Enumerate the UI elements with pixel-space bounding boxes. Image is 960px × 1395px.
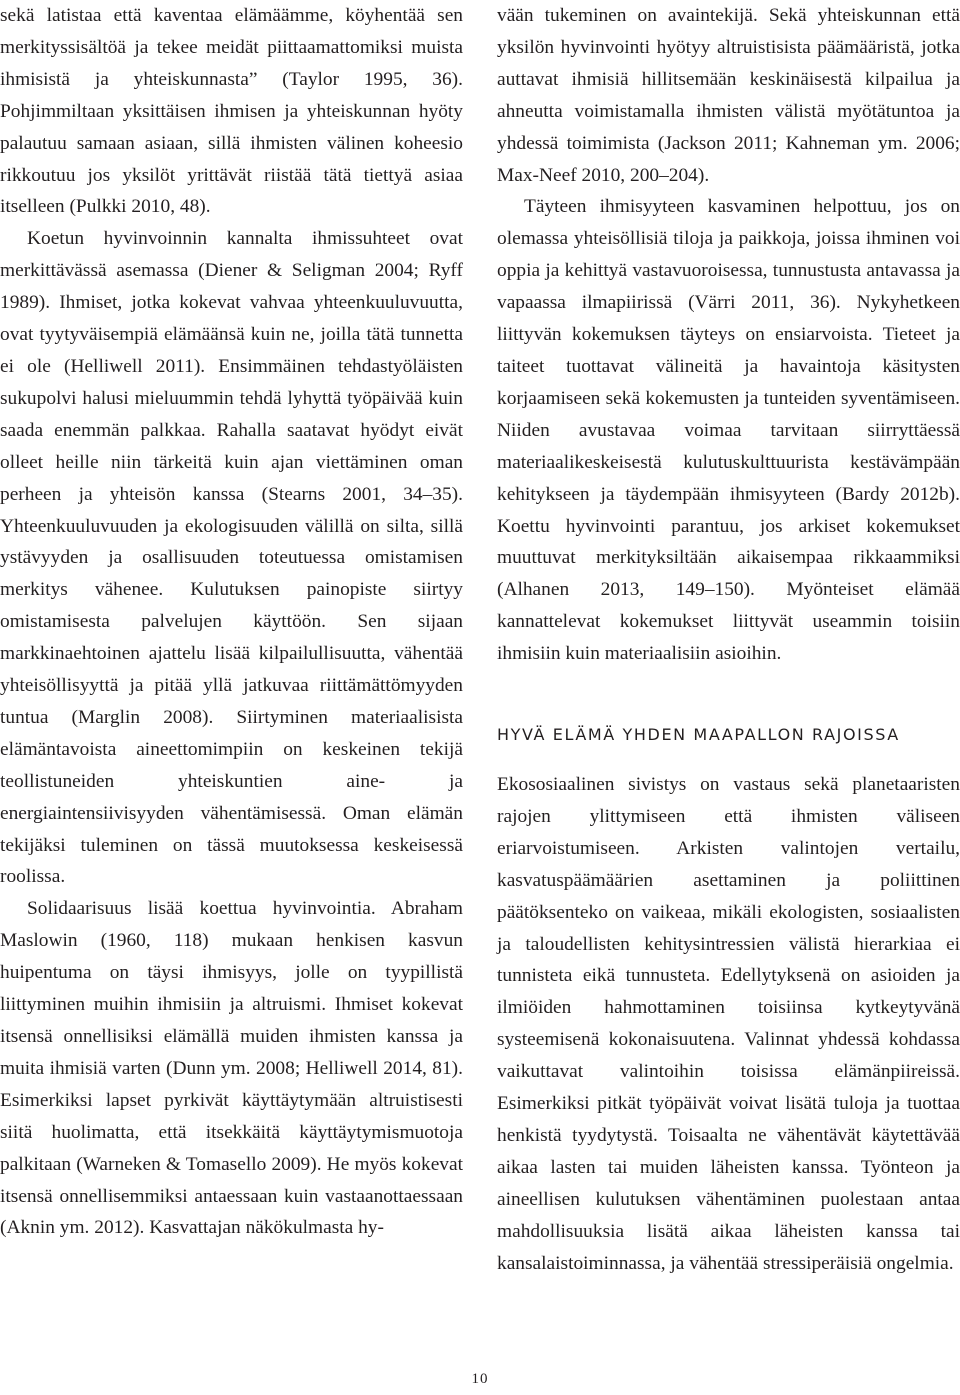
paragraph: Ekososiaalinen sivistys on vastaus sekä planetaaristen rajojen ylittymiseen että ihmisten väliseen eriarvoistumiseen. Arkisten valintojen vertailu, kasvatuspäämäärien asettaminen ja poliittinen päätöksenteko on vaikeaa, mikäli ekologisten, sosiaalisten ja taloudellisten kehitysintressien välistä hierarkiaa ei tunnisteta eikä tunnusteta. Edellytyksenä on asioiden ja ilmiöiden hahmottaminen toisiinsa kytkeytyvänä systeemisenä kokonaisuutena. Valinnat yhdessä kohdassa vaikuttavat valintoihin toisissa elämänpiireissä. Esimerkiksi pitkät työpäivät voivat lisätä tuloja ja tuottaa henkistä tyydytystä. Toisaalta ne vähentävät käytettävää aikaa lasten tai muiden läheisten kanssa. Työnteon ja aineellisen kulutuksen vähentäminen puolestaan antaa mahdollisuuksia lisätä aikaa läheisten kanssa tai kansalaistoiminnassa, ja vähentää stressiperäisiä ongelmia. bbox=[497, 774, 960, 1274]
section-heading: HYVÄ ELÄMÄ YHDEN MAAPALLON RAJOISSA bbox=[497, 725, 900, 745]
page-number: 10 bbox=[471, 1371, 489, 1387]
paragraph: vään tukeminen on avaintekijä. Sekä yhteiskunnan että yksilön hyvinvointi hyötyy altruistisista päämääristä, jotka auttavat ihmisiä hillitsemään keskinäisestä kilpailua ja ahneutta voimistamalla ihmisten välistä myötätuntoa ja yhdessä toimimista (Jackson 2011; Kahneman ym. 2006; Max-Neef 2010, 200–204). bbox=[497, 5, 960, 186]
right-column bbox=[497, 0, 960, 1280]
paragraph: sekä latistaa että kaventaa elämäämme, köyhentää sen merkityssisältöä ja tekee meidät piittaamattomiksi muista ihmisistä ja yhteiskunnasta” (Taylor 1995, 36). Pohjimmiltaan yksittäisen ihmisen ja yhteiskunnan hyöty palautuu samaan asiaan, sillä ihmisten välinen koheesio rikkoutuu jos yksilöt yrittävät riistää tätä tiettyä asiaa itselleen (Pulkki 2010, 48). bbox=[0, 5, 463, 218]
paragraph: Solidaarisuus lisää koettua hyvinvointia. Abraham Maslowin (1960, 118) mukaan henkisen kasvun huipentuma on täysi ihmisyys, jolle on tyypillistä liittyminen muihin ihmisiin ja altruismi. Ihmiset kokevat itsensä onnellisiksi elämällä muiden ihmisten kanssa ja muita ihmisiä varten (Dunn ym. 2008; Helliwell 2014, 81). Esimerkiksi lapset pyrkivät käyttäytymään altruistisesti siitä huolimatta, että itsekkäitä käyttäytymismuotoja palkitaan (Warneken & Tomasello 2009). He myös kokevat itsensä onnellisemmiksi antaessaan kuin vastaanottaessaan (Aknin ym. 2012). Kasvattajan näkökulmasta hy- bbox=[0, 898, 463, 1239]
left-column bbox=[0, 0, 463, 1244]
paragraph: Täyteen ihmisyyteen kasvaminen helpottuu, jos on olemassa yhteisöllisiä tiloja ja paikkoja, joissa ihminen voi oppia ja kehittyä vastavuoroisessa, tunnustusta antavassa ja vapaassa ilmapiirissä (Värri 2011, 36). Nykyhetkeen liittyvän kokemuksen täyteys on ensiarvoista. Tieteet ja taiteet tuottavat välineitä ja havaintoja käsitysten korjaamiseen sekä kokemusten ja tunteiden syventämiseen. Niiden avustavaa voimaa tarvitaan siirryttäessä materiaalikeskeisestä kulutuskulttuurista kestävämpään kehitykseen ja täydempään ihmisyyteen (Bardy 2012b). Koettu hyvinvointi parantuu, jos arkiset kokemukset muuttuvat merkityksiltään aikaisempaa rikkaammiksi (Alhanen 2013, 149–150). Myönteiset elämää kannattelevat kokemukset liittyvät useammin toisiin ihmisiin kuin materiaalisiin asioihin. bbox=[497, 196, 960, 665]
paragraph: Koetun hyvinvoinnin kannalta ihmissuhteet ovat merkittävässä asemassa (Diener & Seligman 2004; Ryff 1989). Ihmiset, jotka kokevat vahvaa yhteenkuuluvuutta, ovat tyytyväisempiä elämäänsä kuin ne, joilla tätä tunnetta ei ole (Helliwell 2011). Ensimmäinen tehdastyöläisten sukupolvi halusi mieluummin tehdä lyhyttä työpäivää kuin saada enemmän palkkaa. Rahalla saatavat hyödyt eivät olleet heille niin tärkeitä kuin ajan viettäminen oman perheen ja yhteisön kanssa (Stearns 2001, 34–35). Yhteenkuuluvuuden ja ekologisuuden välillä on silta, sillä ystävyyden ja osallisuuden toteutuessa omistamisen merkitys vähenee. Kulutuksen painopiste siirtyy omistamisesta palvelujen käyttöön. Sen sijaan markkinaehtoinen ajattelu lisää kilpailullisuutta, vähentää yhteisöllisyyttä ja pitää yllä jatkuvaa riittämättömyyden tuntua (Marglin 2008). Siirtyminen materiaalisista elämäntavoista aineettomimpiin on keskeinen tekijä teollistuneiden yhteiskuntien aine- ja energiaintensiivisyyden vähentämisessä. Oman elämän tekijäksi tuleminen on tässä muutoksessa keskeisessä roolissa. bbox=[0, 228, 463, 888]
